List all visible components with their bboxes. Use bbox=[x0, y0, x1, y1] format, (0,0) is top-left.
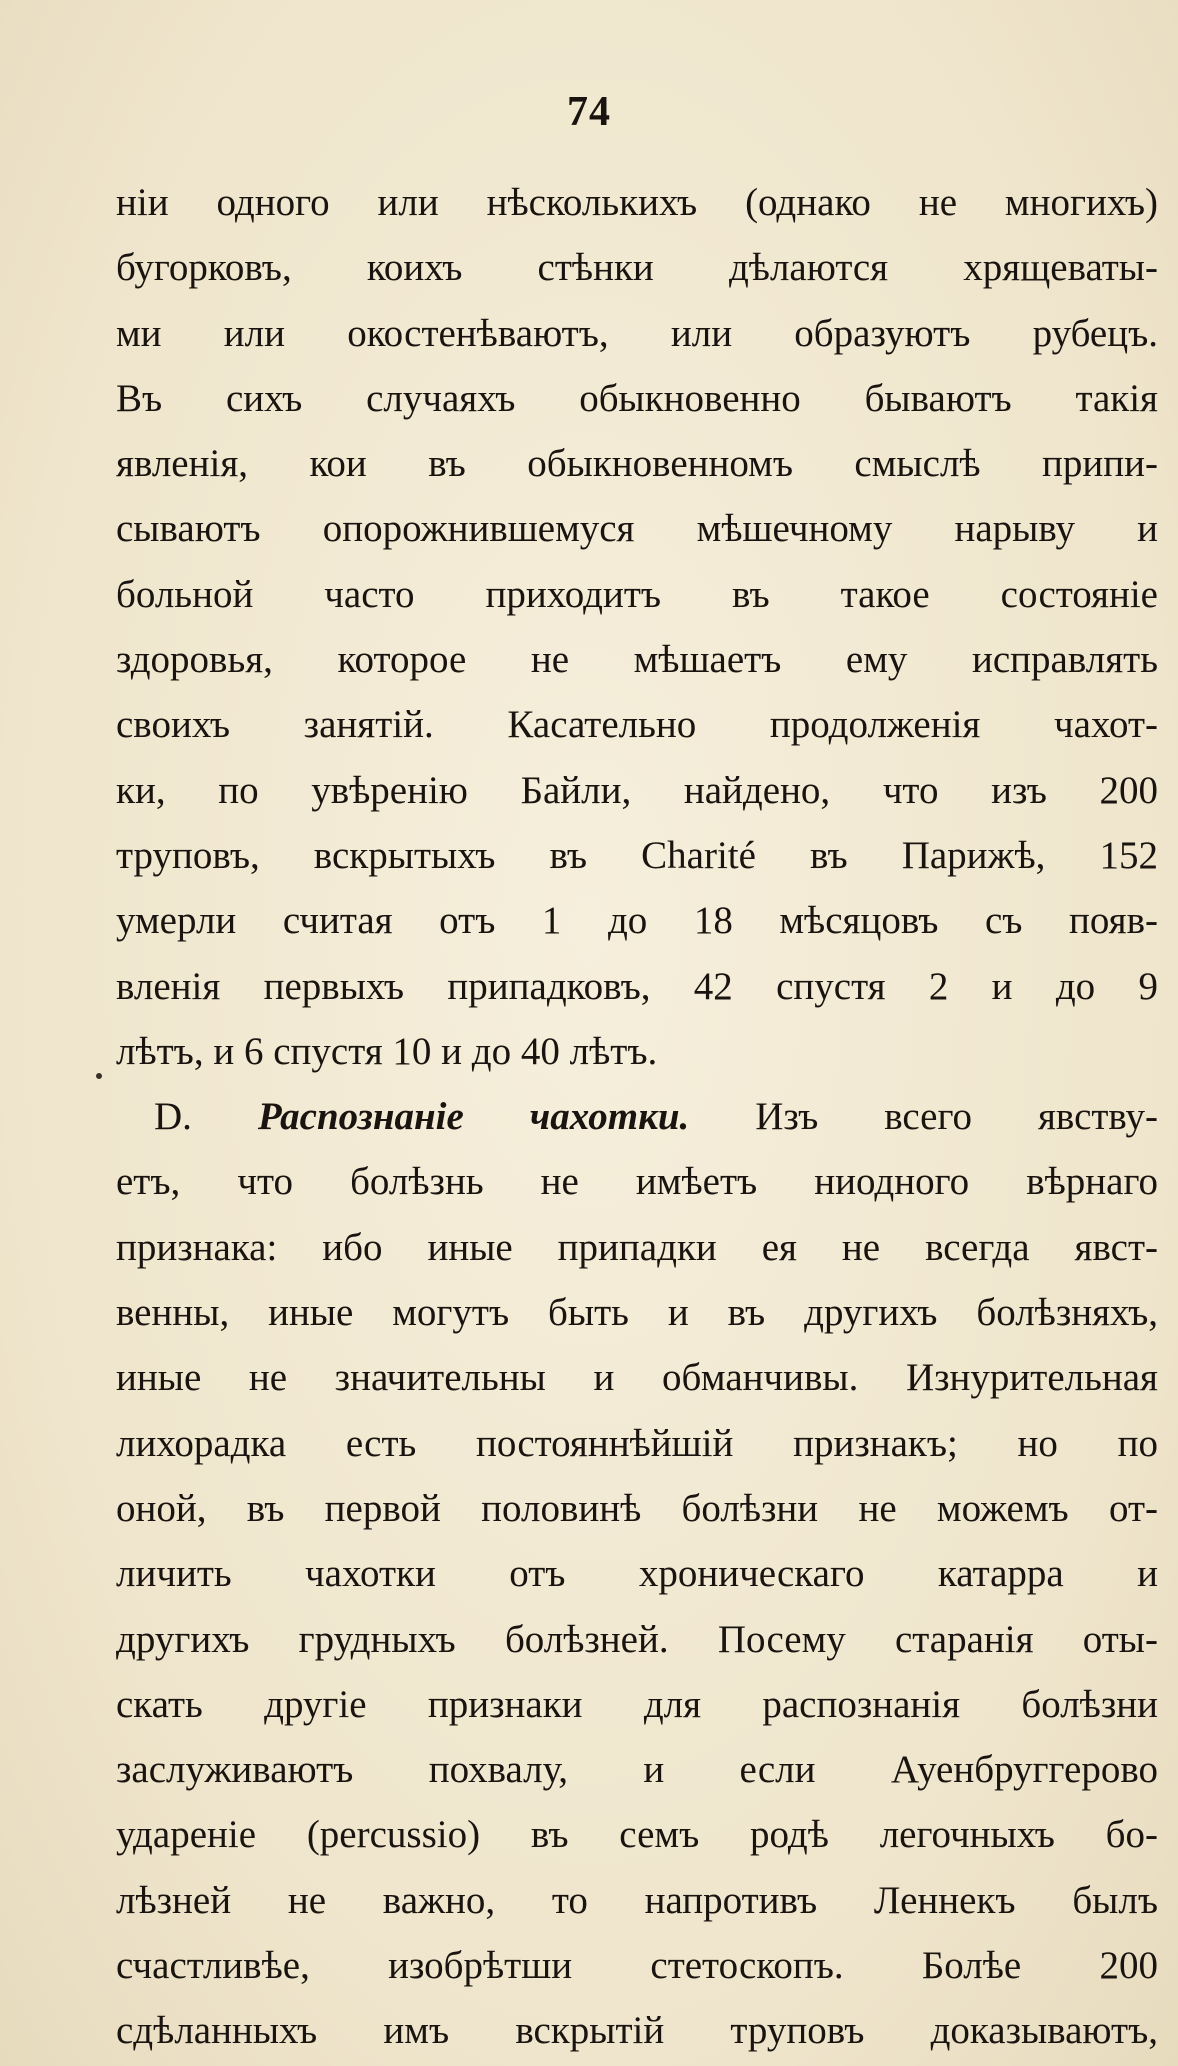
text-line: сдѣланныхъ имъ вскрытiй труповъ доказываютъ, bbox=[116, 2009, 1158, 2053]
text-line: вленiя первыхъ припадковъ, 42 спустя 2 и до 9 bbox=[116, 964, 1158, 1008]
text-line: нiи одного или нѣсколькихъ (однако не многихъ) bbox=[116, 181, 1158, 224]
text-line: венны, иные могутъ быть и въ другихъ болѣзняхъ, bbox=[116, 1291, 1158, 1335]
text-line: счастливѣе, изобрѣтши стетоскопъ. Болѣе 200 bbox=[116, 1944, 1158, 1988]
section-letter: D. bbox=[154, 1095, 258, 1139]
text-line: умерли считая отъ 1 до 18 мѣсяцовъ съ появ- bbox=[116, 899, 1158, 943]
text-line: лѣтъ, и 6 спустя 10 и до 40 лѣтъ. bbox=[116, 1029, 658, 1073]
text-line: своихъ занятiй. Касательно продолженiя чахот- bbox=[116, 703, 1158, 747]
text-line: лѣзней не важно, то напротивъ Леннекъ былъ bbox=[116, 1878, 1158, 1922]
text-line: другихъ грудныхъ болѣзней. Посему старанiя оты- bbox=[116, 1617, 1158, 1661]
text-line: лихорадка есть постояннѣйшiй признакъ; но по bbox=[116, 1421, 1158, 1465]
text-line: больной часто приходитъ въ такое состоянiе bbox=[116, 572, 1158, 616]
text-line: ки, по увѣренiю Байли, найдено, что изъ 200 bbox=[116, 768, 1158, 812]
text-line: здоровья, которое не мѣшаетъ ему исправлять bbox=[116, 638, 1158, 682]
text-line: Въ сихъ случаяхъ обыкновенно бываютъ такiя bbox=[116, 376, 1158, 420]
text-line: иные не значительны и обманчивы. Изнурительная bbox=[116, 1356, 1158, 1400]
section-first-line-text: Изъ всего явству- bbox=[689, 1095, 1158, 1139]
text-line: сываютъ опорожнившемуся мѣшечному нарыву и bbox=[116, 507, 1158, 551]
text-line: ми или окостенѣваютъ, или образуютъ рубецъ. bbox=[116, 311, 1158, 355]
text-line: оной, въ первой половинѣ болѣзни не можемъ от- bbox=[116, 1486, 1158, 1530]
page-number: 74 bbox=[567, 89, 611, 135]
section-heading: Распознанiе чахотки. bbox=[257, 1095, 690, 1139]
text-line: признака: ибо иные припадки ея не всегда явст- bbox=[116, 1225, 1158, 1269]
body-text bbox=[116, 170, 1158, 2064]
text-line: труповъ, вскрытыхъ въ Charité въ Парижѣ, 152 bbox=[116, 833, 1158, 877]
text-line: етъ, что болѣзнь не имѣетъ ниодного вѣрнаго bbox=[116, 1160, 1158, 1204]
section-heading-line bbox=[116, 1084, 1158, 1149]
text-line: бугорковъ, коихъ стѣнки дѣлаются хрящеваты- bbox=[116, 246, 1158, 290]
text-line: явленiя, кои въ обыкновенномъ смыслѣ припи- bbox=[116, 442, 1158, 486]
text-line: заслуживаютъ похвалу, и если Ауенбруггерово bbox=[116, 1748, 1158, 1792]
margin-mark bbox=[96, 1073, 102, 1079]
text-line: скать другiе признаки для распознанiя болѣзни bbox=[116, 1682, 1158, 1726]
text-line: личить чахотки отъ хроническаго катарра и bbox=[116, 1552, 1158, 1596]
text-line: ударенiе (percussio) въ семъ родѣ легочныхъ бо- bbox=[116, 1813, 1158, 1857]
